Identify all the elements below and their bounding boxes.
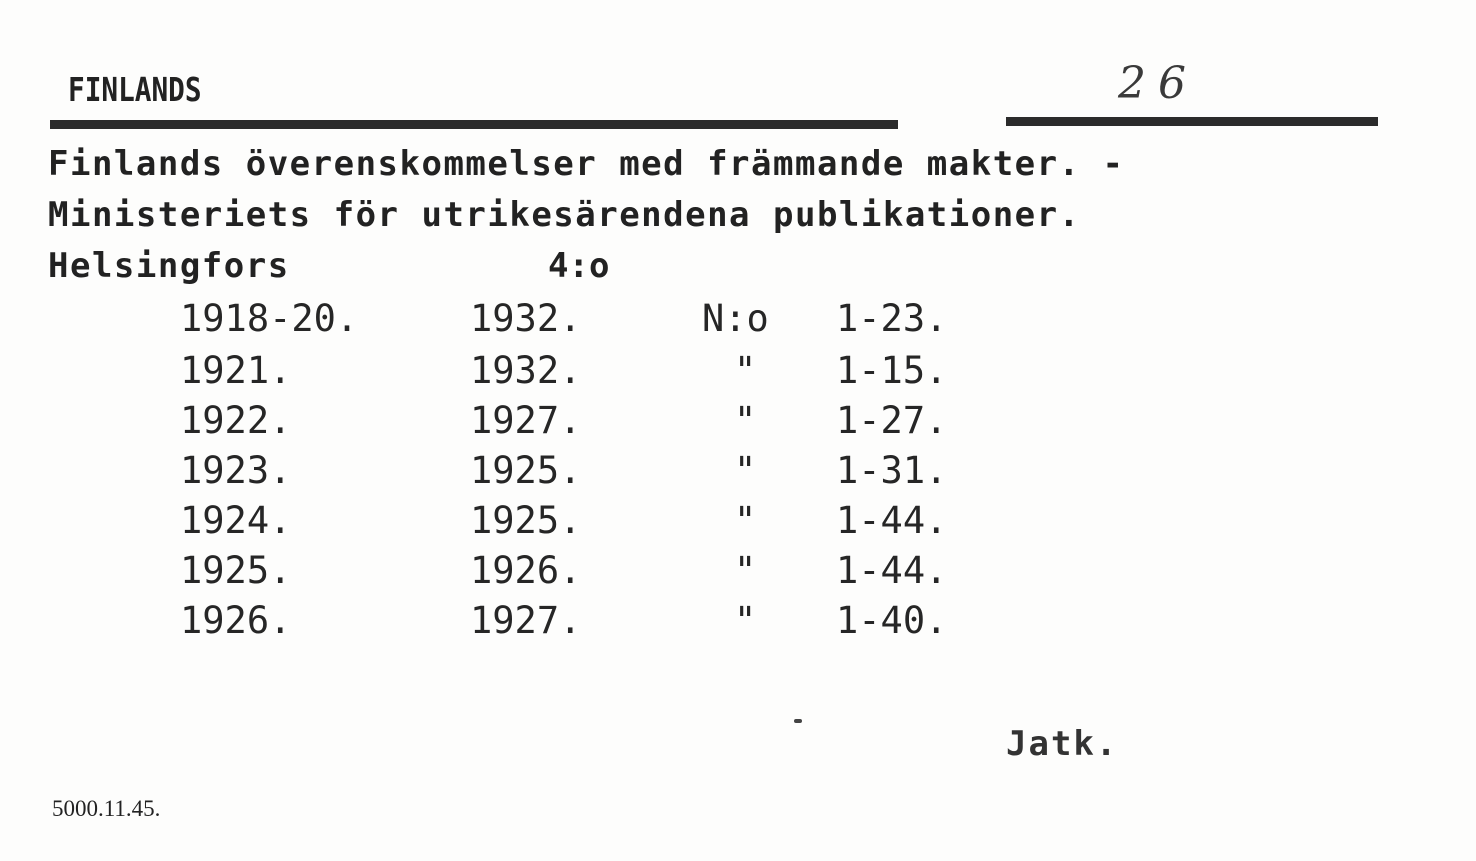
title-line-2: Ministeriets för utrikesärendena publikationer. xyxy=(48,195,1081,235)
holding-ditto-mark: " xyxy=(734,449,757,492)
holding-range: 1-44. xyxy=(836,499,948,542)
holding-year: 1926. xyxy=(180,599,292,642)
format: 4:o xyxy=(548,246,610,286)
place-of-publication: Helsingfors xyxy=(48,246,290,286)
header-rule-right xyxy=(1006,117,1378,126)
holding-ditto-mark: " xyxy=(734,499,757,542)
holding-ditto-mark: " xyxy=(734,549,757,592)
holding-range: 1-44. xyxy=(836,549,948,592)
holding-year: 1923. xyxy=(180,449,292,492)
holding-year: 1924. xyxy=(180,499,292,542)
holding-range: 1-31. xyxy=(836,449,948,492)
holding-year: 1918-20. xyxy=(180,297,359,340)
holding-published: 1925. xyxy=(470,449,582,492)
holding-published: 1925. xyxy=(470,499,582,542)
holding-number-label: N:o xyxy=(702,297,769,340)
print-code: 5000.11.45. xyxy=(52,796,161,821)
ink-speck xyxy=(794,719,802,723)
holding-ditto-mark: " xyxy=(734,399,757,442)
holding-published: 1927. xyxy=(470,399,582,442)
holding-published: 1927. xyxy=(470,599,582,642)
holding-ditto-mark: " xyxy=(734,599,757,642)
continued-note: Jatk. xyxy=(1006,724,1119,764)
holding-published: 1932. xyxy=(470,297,582,340)
holding-year: 1922. xyxy=(180,399,292,442)
holding-ditto-mark: " xyxy=(734,349,757,392)
header-rule-left xyxy=(50,120,898,129)
holding-range: 1-40. xyxy=(836,599,948,642)
holding-range: 1-27. xyxy=(836,399,948,442)
holding-year: 1925. xyxy=(180,549,292,592)
title-line-1: Finlands överenskommelser med främmande makter. - xyxy=(48,144,1125,184)
holding-published: 1926. xyxy=(470,549,582,592)
holding-range: 1-23. xyxy=(836,297,948,340)
holding-published: 1932. xyxy=(470,349,582,392)
holding-year: 1921. xyxy=(180,349,292,392)
card-header: FINLANDS xyxy=(68,70,202,109)
holding-range: 1-15. xyxy=(836,349,948,392)
handwritten-card-number: 26 xyxy=(1118,58,1198,109)
